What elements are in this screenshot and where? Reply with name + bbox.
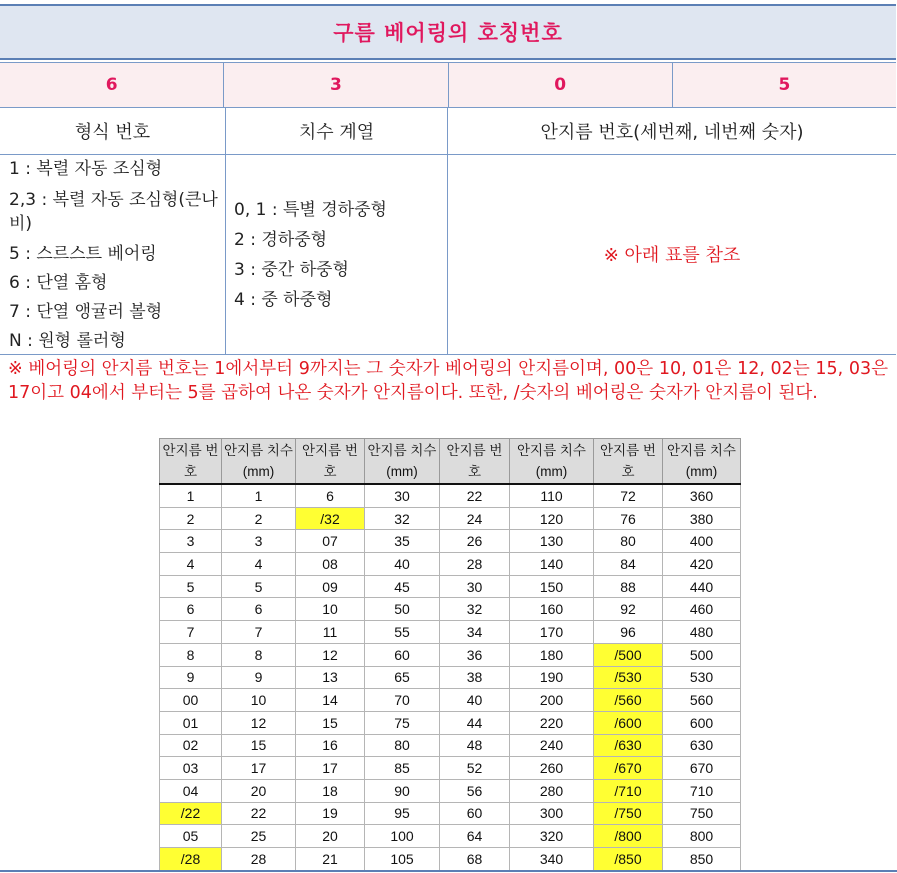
table-cell: 15 xyxy=(222,734,296,757)
table-cell: 48 xyxy=(440,734,510,757)
table-cell: 13 xyxy=(296,666,365,689)
table-cell: 00 xyxy=(160,689,222,712)
table-cell: /710 xyxy=(594,779,663,802)
table-cell: 7 xyxy=(160,621,222,644)
table-cell: 320 xyxy=(510,825,594,848)
table-cell: 560 xyxy=(663,689,741,712)
type-item: 5 : 스르스트 베어링 xyxy=(9,244,157,264)
table-cell: 96 xyxy=(594,621,663,644)
table-cell: 30 xyxy=(365,484,440,507)
series-item: 0, 1 : 특별 경하중형 xyxy=(234,200,387,220)
table-cell: 800 xyxy=(663,825,741,848)
type-item: 6 : 단열 홈형 xyxy=(9,273,108,293)
table-cell: 1 xyxy=(160,484,222,507)
table-cell: 28 xyxy=(222,848,296,871)
table-cell: 190 xyxy=(510,666,594,689)
series-item: 3 : 중간 하중형 xyxy=(234,260,349,280)
table-cell: 240 xyxy=(510,734,594,757)
table-cell: 150 xyxy=(510,575,594,598)
table-cell: 36 xyxy=(440,643,510,666)
table-row xyxy=(160,553,741,576)
table-cell: 3 xyxy=(222,530,296,553)
table-cell: 100 xyxy=(365,825,440,848)
table-cell: 76 xyxy=(594,507,663,530)
table-cell: 32 xyxy=(440,598,510,621)
table-cell: /500 xyxy=(594,643,663,666)
code-bore-digit-2: 5 xyxy=(778,75,791,95)
table-cell: 19 xyxy=(296,802,365,825)
table-cell: 140 xyxy=(510,553,594,576)
table-cell: 280 xyxy=(510,779,594,802)
table-cell: 4 xyxy=(222,553,296,576)
table-cell: 45 xyxy=(365,575,440,598)
table-cell: 56 xyxy=(440,779,510,802)
header-row xyxy=(0,108,896,155)
table-cell: 12 xyxy=(222,711,296,734)
bore-size-table-wrapper xyxy=(159,438,741,871)
table-cell: 44 xyxy=(440,711,510,734)
column-header: 안지름 번호 xyxy=(160,439,222,485)
type-item: N : 원형 롤러형 xyxy=(9,331,126,351)
table-cell: 130 xyxy=(510,530,594,553)
type-list xyxy=(0,155,226,354)
column-header: 안지름 번호 xyxy=(594,439,663,485)
table-cell: 11 xyxy=(296,621,365,644)
code-series-digit: 3 xyxy=(224,63,448,107)
table-cell: 220 xyxy=(510,711,594,734)
table-row xyxy=(160,689,741,712)
table-cell: 110 xyxy=(510,484,594,507)
table-cell: 2 xyxy=(160,507,222,530)
table-cell: 160 xyxy=(510,598,594,621)
table-cell: 18 xyxy=(296,779,365,802)
table-cell: 20 xyxy=(296,825,365,848)
table-row xyxy=(160,757,741,780)
table-cell: 600 xyxy=(663,711,741,734)
table-cell: 75 xyxy=(365,711,440,734)
table-cell: 22 xyxy=(222,802,296,825)
table-cell: 21 xyxy=(296,848,365,871)
table-cell: 40 xyxy=(365,553,440,576)
table-cell: 90 xyxy=(365,779,440,802)
table-row xyxy=(160,530,741,553)
column-header: 안지름 치수(mm) xyxy=(663,439,741,485)
table-cell: 17 xyxy=(296,757,365,780)
table-row xyxy=(160,779,741,802)
table-cell: 32 xyxy=(365,507,440,530)
table-cell: 01 xyxy=(160,711,222,734)
table-cell: /670 xyxy=(594,757,663,780)
table-cell: 200 xyxy=(510,689,594,712)
table-cell: 64 xyxy=(440,825,510,848)
table-cell: 22 xyxy=(440,484,510,507)
table-cell: 17 xyxy=(222,757,296,780)
table-row xyxy=(160,711,741,734)
table-row xyxy=(160,825,741,848)
table-cell: 2 xyxy=(222,507,296,530)
series-item: 4 : 중 하중형 xyxy=(234,290,333,310)
series-list xyxy=(226,155,448,354)
table-cell: 340 xyxy=(510,848,594,871)
table-cell: 70 xyxy=(365,689,440,712)
table-cell: 4 xyxy=(160,553,222,576)
bore-size-table xyxy=(159,438,741,871)
table-cell: /750 xyxy=(594,802,663,825)
table-cell: 65 xyxy=(365,666,440,689)
table-cell: 300 xyxy=(510,802,594,825)
table-cell: 6 xyxy=(222,598,296,621)
table-cell: 440 xyxy=(663,575,741,598)
table-cell: 10 xyxy=(222,689,296,712)
table-cell: 68 xyxy=(440,848,510,871)
table-row xyxy=(160,734,741,757)
table-cell: 04 xyxy=(160,779,222,802)
table-cell: 20 xyxy=(222,779,296,802)
series-item: 2 : 경하중형 xyxy=(234,230,328,250)
table-cell: 14 xyxy=(296,689,365,712)
table-cell: /28 xyxy=(160,848,222,871)
table-cell: 120 xyxy=(510,507,594,530)
table-cell: 28 xyxy=(440,553,510,576)
column-header: 안지름 치수(mm) xyxy=(365,439,440,485)
table-cell: 105 xyxy=(365,848,440,871)
table-cell: 60 xyxy=(440,802,510,825)
table-cell: 1 xyxy=(222,484,296,507)
table-cell: 09 xyxy=(296,575,365,598)
table-cell: 25 xyxy=(222,825,296,848)
description-row xyxy=(0,155,896,355)
table-cell: 26 xyxy=(440,530,510,553)
table-cell: 80 xyxy=(365,734,440,757)
table-cell: 50 xyxy=(365,598,440,621)
table-cell: 16 xyxy=(296,734,365,757)
table-cell: 24 xyxy=(440,507,510,530)
column-header: 안지름 치수(mm) xyxy=(222,439,296,485)
table-cell: 92 xyxy=(594,598,663,621)
table-cell: 260 xyxy=(510,757,594,780)
table-cell: /600 xyxy=(594,711,663,734)
table-cell: 380 xyxy=(663,507,741,530)
table-cell: 170 xyxy=(510,621,594,644)
table-cell: /850 xyxy=(594,848,663,871)
table-cell: 84 xyxy=(594,553,663,576)
table-cell: 8 xyxy=(222,643,296,666)
table-cell: 5 xyxy=(160,575,222,598)
bottom-divider xyxy=(0,870,897,872)
header-type: 형식 번호 xyxy=(0,108,226,154)
table-cell: 6 xyxy=(160,598,222,621)
table-cell: 7 xyxy=(222,621,296,644)
header-series: 치수 계열 xyxy=(226,108,448,154)
table-row xyxy=(160,802,741,825)
table-body xyxy=(160,484,741,870)
table-row xyxy=(160,848,741,871)
table-cell: 80 xyxy=(594,530,663,553)
table-cell: 88 xyxy=(594,575,663,598)
table-cell: 85 xyxy=(365,757,440,780)
table-cell: /22 xyxy=(160,802,222,825)
table-cell: 460 xyxy=(663,598,741,621)
table-cell: 400 xyxy=(663,530,741,553)
table-cell: 10 xyxy=(296,598,365,621)
table-cell: 30 xyxy=(440,575,510,598)
table-cell: 15 xyxy=(296,711,365,734)
code-row xyxy=(0,62,896,108)
table-cell: /560 xyxy=(594,689,663,712)
type-item: 7 : 단열 앵귤러 볼형 xyxy=(9,302,163,322)
table-cell: 08 xyxy=(296,553,365,576)
table-cell: 530 xyxy=(663,666,741,689)
table-cell: 02 xyxy=(160,734,222,757)
table-cell: /530 xyxy=(594,666,663,689)
table-cell: 72 xyxy=(594,484,663,507)
table-cell: 55 xyxy=(365,621,440,644)
type-item: 1 : 복렬 자동 조심형 xyxy=(9,159,163,179)
table-cell: /800 xyxy=(594,825,663,848)
table-cell: 95 xyxy=(365,802,440,825)
table-cell: 05 xyxy=(160,825,222,848)
table-cell: 38 xyxy=(440,666,510,689)
table-cell: 03 xyxy=(160,757,222,780)
table-cell: 9 xyxy=(222,666,296,689)
table-cell: 6 xyxy=(296,484,365,507)
table-cell: 35 xyxy=(365,530,440,553)
table-row xyxy=(160,484,741,507)
table-header-row xyxy=(160,439,741,485)
table-cell: 500 xyxy=(663,643,741,666)
column-header: 안지름 번호 xyxy=(296,439,365,485)
table-cell: 750 xyxy=(663,802,741,825)
table-cell: 60 xyxy=(365,643,440,666)
table-cell: 3 xyxy=(160,530,222,553)
table-cell: 480 xyxy=(663,621,741,644)
bore-reference: ※ 아래 표를 참조 xyxy=(603,244,741,266)
table-row xyxy=(160,598,741,621)
table-cell: 180 xyxy=(510,643,594,666)
table-cell: 12 xyxy=(296,643,365,666)
table-cell: 8 xyxy=(160,643,222,666)
table-cell: 52 xyxy=(440,757,510,780)
table-cell: 9 xyxy=(160,666,222,689)
table-cell: 420 xyxy=(663,553,741,576)
table-row xyxy=(160,507,741,530)
table-cell: 630 xyxy=(663,734,741,757)
table-cell: /630 xyxy=(594,734,663,757)
table-row xyxy=(160,666,741,689)
page-title: 구름 베어링의 호칭번호 xyxy=(333,21,563,45)
code-type-digit: 6 xyxy=(0,63,224,107)
table-cell: 5 xyxy=(222,575,296,598)
type-item: 2,3 : 복렬 자동 조심형(큰나비) xyxy=(9,190,218,234)
title-bar xyxy=(0,4,896,60)
table-cell: 850 xyxy=(663,848,741,871)
table-cell: 360 xyxy=(663,484,741,507)
column-header: 안지름 치수(mm) xyxy=(510,439,594,485)
header-bore: 안지름 번호(세번째, 네번째 숫자) xyxy=(540,122,804,143)
table-row xyxy=(160,643,741,666)
bore-note: ※ 베어링의 안지름 번호는 1에서부터 9까지는 그 숫자가 베어링의 안지름이며, 00은 10, 01은 12, 02는 15, 03은 17이고 04에서 부터는 5를 곱하여 나온 숫자가 안지름이다. 또한, /숫자의 베어링은 숫자가 안지름이 된다. xyxy=(8,359,888,403)
table-row xyxy=(160,575,741,598)
table-cell: 34 xyxy=(440,621,510,644)
table-cell: 710 xyxy=(663,779,741,802)
code-bore-digit-1: 0 xyxy=(449,63,673,107)
table-row xyxy=(160,621,741,644)
column-header: 안지름 번호 xyxy=(440,439,510,485)
table-cell: 670 xyxy=(663,757,741,780)
table-cell: 40 xyxy=(440,689,510,712)
table-cell: 07 xyxy=(296,530,365,553)
table-cell: /32 xyxy=(296,507,365,530)
